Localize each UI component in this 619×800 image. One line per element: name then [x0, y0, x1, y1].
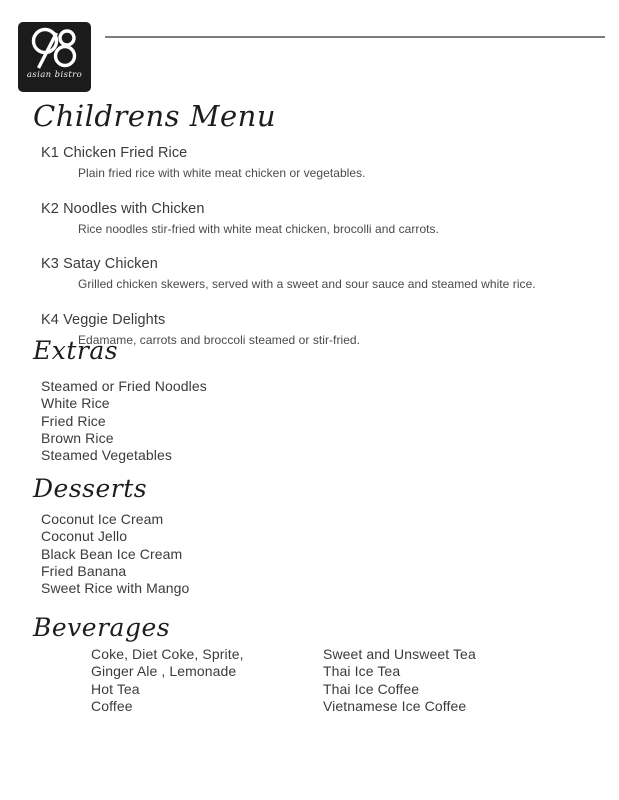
list-item: Hot Tea [91, 680, 140, 697]
menu-item-title: K1 Chicken Fried Rice [41, 145, 188, 161]
section-heading-extras: Extras [33, 336, 119, 365]
list-item: Coconut Ice Cream [41, 511, 164, 527]
menu-item-description: Plain fried rice with white meat chicken or vegetables. [78, 166, 366, 180]
beverages-column-left [91, 646, 321, 715]
menu-item [41, 200, 581, 237]
list-item: Coffee [91, 697, 133, 714]
menu-item-title: K3 Satay Chicken [41, 256, 158, 272]
logo-tagline: asian bistro [26, 70, 83, 80]
header-divider [105, 36, 605, 38]
list-item: Steamed Vegetables [41, 447, 173, 464]
list-item: Brown Rice [41, 429, 114, 446]
menu-item [41, 144, 581, 181]
list-item: Sweet and Unsweet Tea [323, 646, 476, 662]
logo-98-mark [18, 24, 91, 72]
list-item: White Rice [41, 395, 110, 412]
list-item: Fried Rice [41, 412, 106, 429]
menu-item-description: Grilled chicken skewers, served with a sweet and sour sauce and steamed white rice. [78, 277, 536, 291]
extras-list [41, 378, 371, 464]
list-item: Black Bean Ice Cream [41, 545, 183, 562]
list-item: Sweet Rice with Mango [41, 580, 190, 597]
list-item: Steamed or Fried Noodles [41, 378, 207, 394]
menu-item-title: K2 Noodles with Chicken [41, 200, 205, 217]
list-item: Thai Ice Tea [323, 663, 401, 680]
page-title: Childrens Menu [33, 99, 276, 133]
section-heading-desserts: Desserts [33, 474, 148, 503]
list-item: Thai Ice Coffee [323, 680, 420, 697]
menu-item-description: Edamame, carrots and broccoli steamed or stir-fried. [78, 332, 361, 347]
list-item: Coconut Jello [41, 528, 128, 545]
brand-logo [18, 22, 91, 92]
menu-item [41, 311, 581, 348]
section-heading-beverages: Beverages [33, 613, 171, 642]
list-item: Ginger Ale , Lemonade [91, 663, 237, 680]
desserts-list [41, 511, 371, 597]
list-item: Vietnamese Ice Coffee [323, 697, 467, 714]
menu-item [41, 255, 581, 292]
menu-item-description: Rice noodles stir-fried with white meat chicken, brocolli and carrots. [78, 221, 439, 236]
menu-item-title: K4 Veggie Delights [41, 311, 166, 328]
beverages-column-right [323, 646, 583, 715]
list-item: Fried Banana [41, 562, 127, 579]
list-item: Coke, Diet Coke, Sprite, [91, 646, 244, 662]
page-header [0, 0, 619, 95]
kids-menu-list [41, 144, 581, 348]
